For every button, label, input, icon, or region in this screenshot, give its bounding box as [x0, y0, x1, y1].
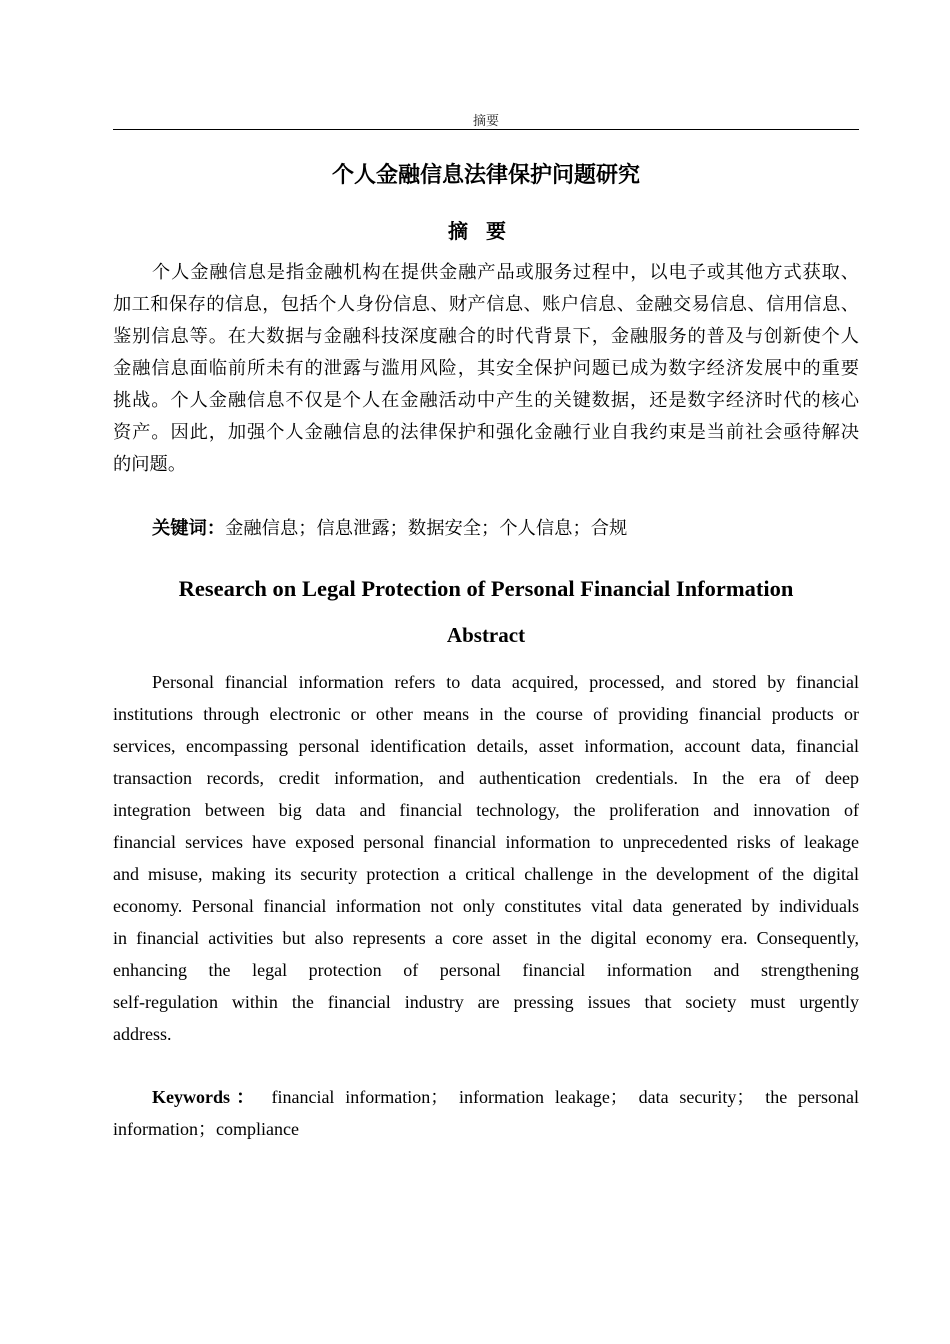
abstract-line: address. — [113, 1024, 172, 1044]
keywords-label: 关键词： — [152, 518, 226, 539]
abstract-line: integration between big data and financial technology, the proliferation and innovation of — [113, 800, 859, 820]
keywords-value: 金融信息；信息泄露；数据安全；个人信息；合规 — [225, 518, 628, 539]
abstract-line: 个人金融信息是指金融机构在提供金融产品或服务过程中，以电子或其他方式获取、 — [152, 262, 859, 283]
keywords-value: financial information； information leakage； data security； the personal — [271, 1087, 859, 1107]
abstract-line: enhancing the legal protection of personal financial information and strengthening — [113, 960, 859, 980]
header-rule — [113, 129, 859, 130]
abstract-line: 资产。因此，加强个人金融信息的法律保护和强化金融行业自我约束是当前社会亟待解决 — [113, 422, 859, 443]
abstract-line: 的问题。 — [113, 454, 187, 475]
abstract-line: in financial activities but also represents a core asset in the digital economy era. Consequently, — [113, 928, 859, 948]
english-title: Research on Legal Protection of Personal Financial Information — [178, 576, 794, 601]
abstract-line: 加工和保存的信息，包括个人身份信息、财产信息、账户信息、金融交易信息、信用信息、 — [113, 294, 859, 315]
abstract-line: 金融信息面临前所未有的泄露与滥用风险，其安全保护问题已成为数字经济发展中的重要 — [113, 358, 859, 379]
abstract-line: financial services have exposed personal financial information to unprecedented risks of leakage — [113, 832, 859, 852]
keywords-value-continued: information；compliance — [113, 1119, 299, 1139]
english-abstract-body — [113, 666, 859, 1050]
keywords-label: Keywords： — [152, 1087, 261, 1107]
abstract-line: 鉴别信息等。在大数据与金融科技深度融合的时代背景下，金融服务的普及与创新使个人 — [113, 326, 859, 347]
abstract-line: and misuse, making its security protection a critical challenge in the development of the digital — [113, 864, 859, 884]
abstract-line: transaction records, credit information, and authentication credentials. In the era of deep — [113, 768, 859, 788]
english-keywords — [113, 1081, 859, 1145]
abstract-line: 挑战。个人金融信息不仅是个人在金融活动中产生的关键数据，还是数字经济时代的核心 — [113, 390, 859, 411]
abstract-line: institutions through electronic or other means in the course of providing financial products or — [113, 704, 859, 724]
abstract-line: economy. Personal financial information not only constitutes vital data generated by individuals — [113, 896, 859, 916]
abstract-line: self-regulation within the financial industry are pressing issues that society must urgently — [113, 992, 859, 1012]
abstract-line: Personal financial information refers to data acquired, processed, and stored by financial — [152, 672, 859, 692]
chinese-keywords — [113, 513, 859, 545]
abstract-line: services, encompassing personal identification details, asset information, account data, financial — [113, 736, 859, 756]
running-header: 摘要 — [472, 114, 499, 129]
chinese-abstract-body — [113, 257, 859, 481]
english-abstract-heading: Abstract — [446, 623, 526, 647]
chinese-title: 个人金融信息法律保护问题研究 — [331, 163, 640, 188]
chinese-abstract-heading: 摘要 — [448, 219, 524, 243]
